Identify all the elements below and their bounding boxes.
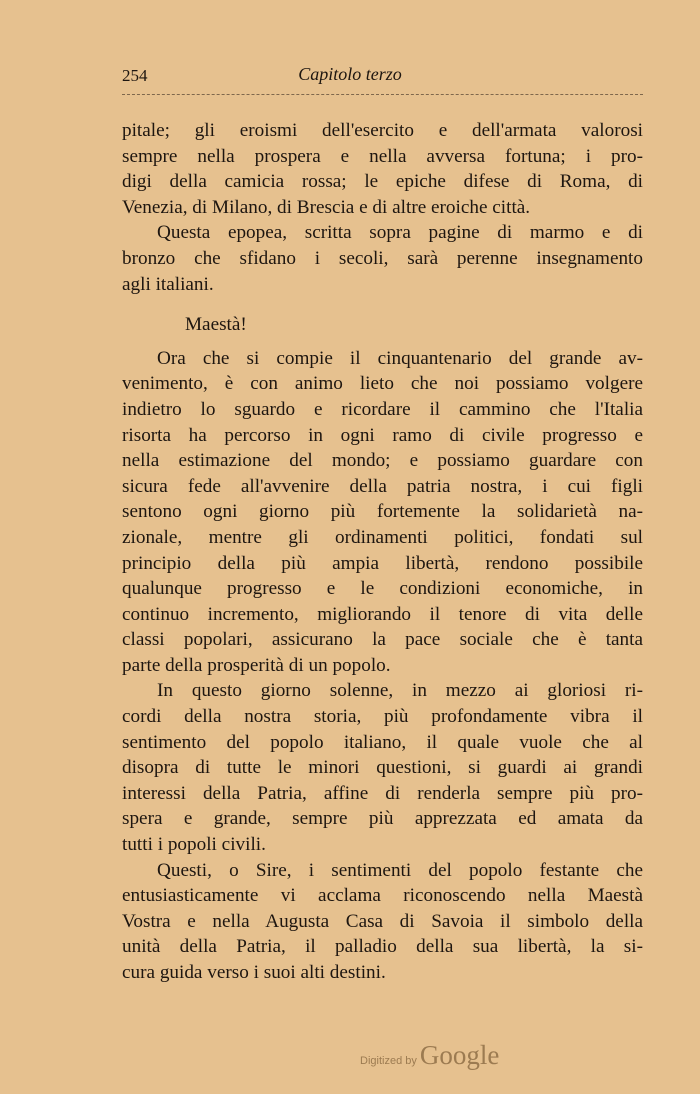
text-line: classi popolari, assicurano la pace sociale che è tanta <box>122 629 643 651</box>
text-line: sentimento del popolo italiano, il quale vuole che al <box>122 731 643 753</box>
text-line: tutti i popoli civili. <box>122 834 266 856</box>
google-logo: Google <box>419 1040 500 1070</box>
text-line: disopra di tutte le minori questioni, si guardi ai grandi <box>122 757 643 779</box>
page-body <box>122 118 643 986</box>
page-number: 254 <box>122 66 148 85</box>
text-line: sentono ogni giorno più fortemente la solidarietà na- <box>122 501 643 523</box>
text-line: qualunque progresso e le condizioni economiche, in <box>122 578 643 600</box>
salutation: Maestà! <box>185 314 247 336</box>
text-line: interessi della Patria, affine di renderla sempre più pro- <box>122 782 643 804</box>
text-line: Questa epopea, scritta sopra pagine di marmo e di <box>157 222 643 244</box>
text-line: entusiasticamente vi acclama riconoscendo nella Maestà <box>122 885 643 907</box>
text-line: nella estimazione del mondo; e possiamo guardare con <box>122 450 643 472</box>
text-line: principio della più ampia libertà, rendono possibile <box>122 552 643 574</box>
text-line: Venezia, di Milano, di Brescia e di altre eroiche città. <box>122 196 531 218</box>
text-line: sicura fede all'avvenire della patria nostra, i cui figli <box>122 475 643 497</box>
text-line: parte della prosperità di un popolo. <box>122 654 391 676</box>
text-line: sempre nella prospera e nella avversa fortuna; i pro- <box>122 145 643 167</box>
text-line: cura guida verso i suoi alti destini. <box>122 962 386 983</box>
header-rule <box>122 94 643 95</box>
text-line: digi della camicia rossa; le epiche difese di Roma, di <box>122 171 643 193</box>
text-line: Ora che si compie il cinquantenario del grande av- <box>157 347 643 369</box>
text-line: continuo incremento, migliorando il tenore di vita delle <box>122 603 643 625</box>
text-line: zionale, mentre gli ordinamenti politici, fondati sul <box>122 526 643 548</box>
text-line: Vostra e nella Augusta Casa di Savoia il simbolo della <box>122 910 643 932</box>
text-line: cordi della nostra storia, più profondamente vibra il <box>122 706 643 728</box>
text-line: bronzo che sfidano i secoli, sarà perenne insegnamento <box>122 247 643 269</box>
text-line: pitale; gli eroismi dell'esercito e dell'armata valorosi <box>122 120 643 141</box>
text-line: risorta ha percorso in ogni ramo di civile progresso e <box>122 424 643 446</box>
text-line: In questo giorno solenne, in mezzo ai gloriosi ri- <box>157 680 643 702</box>
digitized-watermark <box>360 1040 499 1071</box>
running-title: Capitolo terzo <box>298 64 402 84</box>
text-line: agli italiani. <box>122 273 214 295</box>
text-line: indietro lo sguardo e ricordare il cammino che l'Italia <box>122 398 643 420</box>
text-line: unità della Patria, il palladio della sua libertà, la si- <box>122 936 643 958</box>
text-line: Questi, o Sire, i sentimenti del popolo festante che <box>157 859 643 881</box>
digitized-by-label: Digitized by <box>360 1055 417 1067</box>
text-line: venimento, è con animo lieto che noi possiamo volgere <box>122 373 643 395</box>
text-line: spera e grande, sempre più apprezzata ed amata da <box>122 808 643 830</box>
